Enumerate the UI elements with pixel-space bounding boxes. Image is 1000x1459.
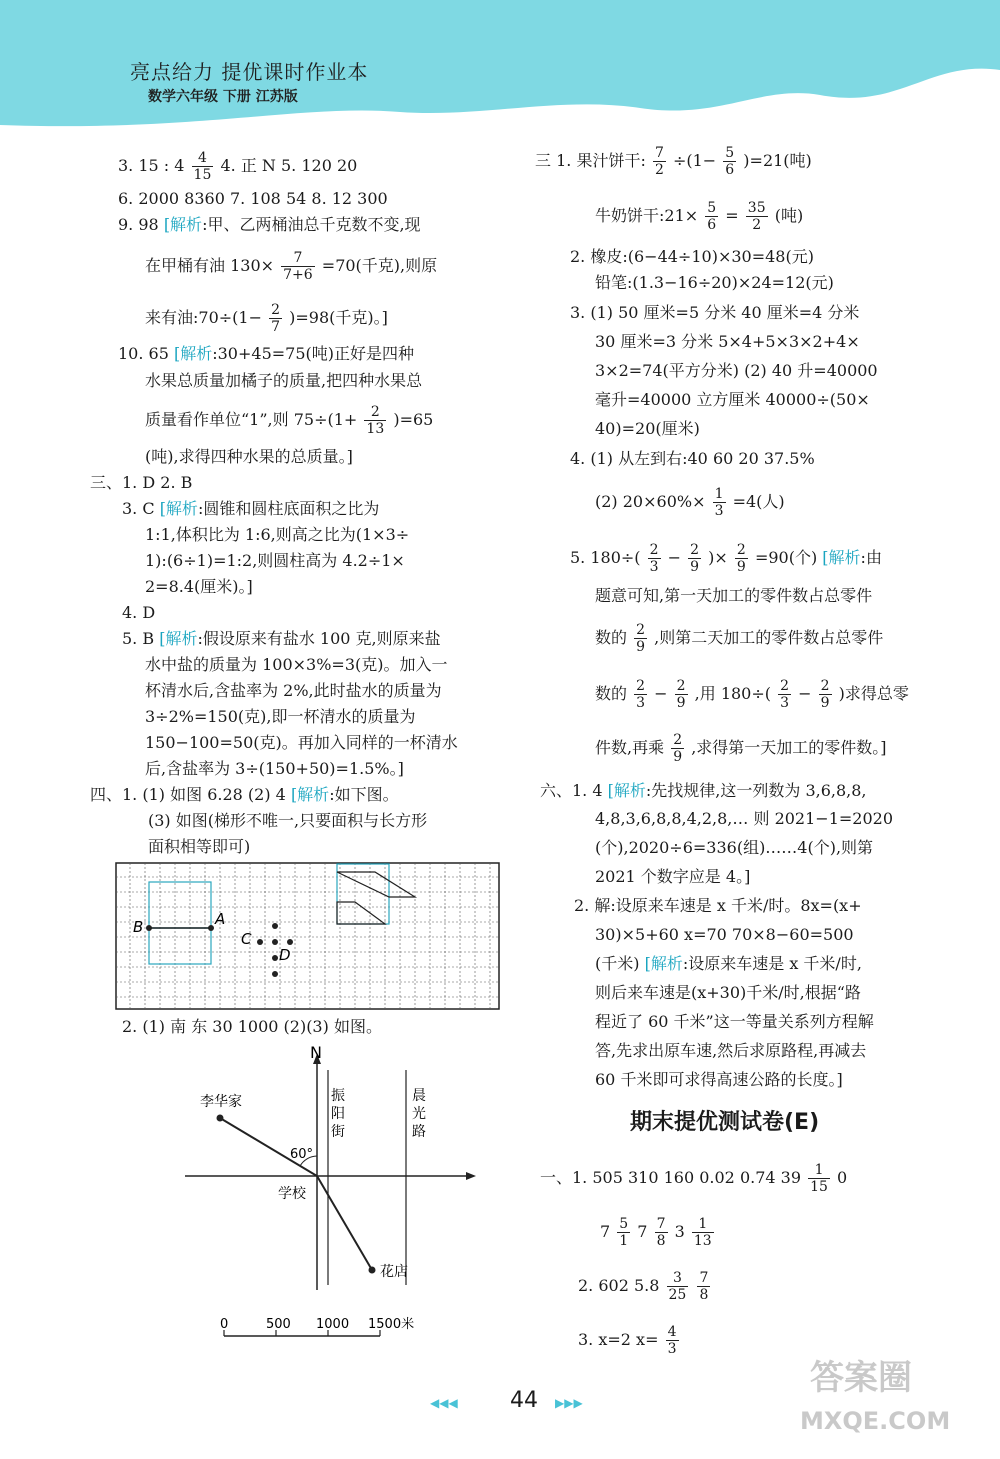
answer-line: 质量看作单位“1”,则 75÷(1+ $\frac{2}{13}$ )=65 <box>145 404 434 437</box>
answer-line: 30 厘米=3 分米 5×4+5×3×2+4× <box>595 332 860 351</box>
road-label: 路 <box>412 1124 426 1140</box>
book-subtitle: 数学六年级 下册 江苏版 <box>148 89 298 105</box>
road-label: 晨 <box>412 1088 426 1104</box>
scale-label: 0 <box>220 1317 229 1332</box>
answer-line: 4,8,3,6,8,8,4,2,8,… 则 2021−1=2020 <box>595 809 893 828</box>
point-label-a: A <box>215 910 226 928</box>
scale-label: 500 <box>266 1317 291 1332</box>
answer-line: 4. D <box>122 603 156 622</box>
answer-line: 3. x=2 x= $\frac{4}{3}$ <box>578 1324 677 1357</box>
answer-line: 2. 解:设原来车速是 x 千米/时。8x=(x+ <box>574 896 862 915</box>
answer-line: 5. 180÷( $\frac{2}{3}$ − $\frac{2}{9}$ )× $\frac{2}{9}$ =90(个) [解析:由 <box>570 542 882 575</box>
home-label: 李华家 <box>200 1094 242 1110</box>
scale-label: 1000 <box>316 1317 350 1332</box>
angle-label: 60° <box>290 1147 314 1162</box>
answer-line: 三 1. 果汁饼干: $\frac{7}{2}$ ÷(1− $\frac{5}{6}$ )=21(吨) <box>535 145 812 178</box>
answer-line: (个),2020÷6=336(组)……4(个),则第 <box>595 838 874 857</box>
north-label: N <box>310 1043 322 1062</box>
answer-line: 60 千米即可求得高速公路的长度。] <box>595 1070 843 1089</box>
school-label: 学校 <box>278 1186 306 1202</box>
answer-line: 题意可知,第一天加工的零件数占总零件 <box>595 586 873 605</box>
answer-line: 7 $\frac{5}{1}$ 7 $\frac{7}{8}$ 3 $\frac{1}{13}$ <box>600 1216 712 1249</box>
answer-line: 3. C [解析:圆锥和圆柱底面积之比为 <box>122 499 380 518</box>
svg-text:MXQE.COM: MXQE.COM <box>800 1407 951 1435</box>
answer-line: 后,含盐率为 3÷(150+50)=1.5%。] <box>145 759 404 778</box>
answer-line: (3) 如图(梯形不唯一,只要面积与长方形 <box>148 811 428 830</box>
book-title: 亮点给力 提优课时作业本 <box>130 60 369 84</box>
answer-line: 三、1. D 2. B <box>90 473 193 492</box>
answer-line: 铅笔:(1.3−16÷20)×24=12(元) <box>595 273 834 292</box>
answer-line: 数的 $\frac{2}{3}$ − $\frac{2}{9}$ ,用 180÷( $\frac{2}{3}$ − $\frac{2}{9}$ )求得总零 <box>595 678 909 711</box>
answer-line: 一、1. 505 310 160 0.02 0.74 39 $\frac{1}{15}$ 0 <box>540 1162 848 1195</box>
answer-line: 牛奶饼干:21× $\frac{5}{6}$ = $\frac{35}{2}$ (吨) <box>595 200 804 233</box>
answer-line: 杯清水后,含盐率为 2%,此时盐水的质量为 <box>145 681 442 700</box>
answer-line: 1):(6÷1)=1:2,则圆柱高为 4.2÷1× <box>145 551 405 570</box>
scale-label: 1500米 <box>368 1317 415 1332</box>
answer-line: 9. 98 [解析:甲、乙两桶油总千克数不变,现 <box>118 215 421 234</box>
answer-line: 则后来车速是(x+30)千米/时,根据“路 <box>595 983 861 1002</box>
answer-line: 件数,再乘 $\frac{2}{9}$ ,求得第一天加工的零件数。] <box>595 732 887 765</box>
answer-line: 6. 2000 8360 7. 108 54 8. 12 300 <box>118 189 388 208</box>
street-label: 街 <box>331 1124 345 1140</box>
answer-line: 2. (1) 南 东 30 1000 (2)(3) 如图。 <box>122 1017 382 1036</box>
point-label-d: D <box>279 946 291 964</box>
section-title: 期末提优测试卷(E) <box>630 1110 820 1135</box>
answer-line: 5. B [解析:假设原来有盐水 100 克,则原来盐 <box>122 629 441 648</box>
answer-line: 10. 65 [解析:30+45=75(吨)正好是四种 <box>118 344 415 363</box>
answer-line: 毫升=40000 立方厘米 40000÷(50× <box>595 390 870 409</box>
point-label-c: C <box>241 930 252 948</box>
answer-line: 1:1,体积比为 1:6,则高之比为(1×3÷ <box>145 525 410 544</box>
answer-line: 40)=20(厘米) <box>595 419 700 438</box>
answer-line: 150−100=50(克)。再加入同样的一杯清水 <box>145 733 458 752</box>
direction-map <box>180 1040 480 1340</box>
answer-line: 3÷2%=150(克),即一杯清水的质量为 <box>145 707 416 726</box>
answer-line: 2=8.4(厘米)。] <box>145 577 253 596</box>
answer-line: 2021 个数字应是 4。] <box>595 867 751 886</box>
answer-line: 程近了 60 千米”这一等量关系列方程解 <box>595 1012 874 1031</box>
watermark-logo <box>780 1341 980 1441</box>
answer-line: 3. (1) 50 厘米=5 分米 40 厘米=4 分米 <box>570 303 860 322</box>
answer-line: 4. (1) 从左到右:40 60 20 37.5% <box>570 449 815 468</box>
answer-line: 3. 15 : 4 $\frac{4}{15}$ 4. 正 N 5. 120 20 <box>118 150 358 183</box>
answer-line: 30)×5+60 x=70 70×8−60=500 <box>595 925 854 944</box>
left-arrows-icon: ◀◀◀ <box>430 1396 458 1410</box>
right-arrows-icon: ▶▶▶ <box>555 1396 583 1410</box>
answer-line: 水中盐的质量为 100×3%=3(克)。加入一 <box>145 655 448 674</box>
answer-line: 四、1. (1) 如图 6.28 (2) 4 [解析:如下图。 <box>90 785 399 804</box>
answer-line: 2. 602 5.8 $\frac{3}{25}$ $\frac{7}{8}$ <box>578 1270 709 1303</box>
page-number: 44 <box>510 1388 538 1413</box>
svg-text:答案圈: 答案圈 <box>810 1358 912 1398</box>
answer-line: 面积相等即可) <box>148 837 251 856</box>
answer-line: (吨),求得四种水果的总质量。] <box>145 447 353 466</box>
answer-line: 答,先求出原车速,然后求原路程,再减去 <box>595 1041 867 1060</box>
point-label-b: B <box>133 918 144 936</box>
fraction: $\frac{4}{15}$ <box>193 150 212 183</box>
shop-label: 花店 <box>380 1264 408 1280</box>
answer-line: (2) 20×60%× $\frac{1}{3}$ =4(人) <box>595 486 785 519</box>
answer-line: 来有油:70÷(1− $\frac{2}{7}$ )=98(千克)。] <box>145 302 388 335</box>
answer-line: 3×2=74(平方分米) (2) 40 升=40000 <box>595 361 878 380</box>
street-label: 振 <box>331 1088 345 1104</box>
answer-line: (千米) [解析:设原来车速是 x 千米/时, <box>595 954 862 973</box>
road-label: 光 <box>412 1106 426 1122</box>
answer-line: 水果总质量加橘子的质量,把四种水果总 <box>145 371 423 390</box>
street-label: 阳 <box>331 1106 345 1122</box>
grid-figure <box>115 862 500 1010</box>
answer-line: 六、1. 4 [解析:先找规律,这一列数为 3,6,8,8, <box>540 781 867 800</box>
answer-line: 数的 $\frac{2}{9}$ ,则第二天加工的零件数占总零件 <box>595 622 884 655</box>
answer-line: 在甲桶有油 130× $\frac{7}{7+6}$ =70(千克),则原 <box>145 250 438 283</box>
answer-line: 2. 橡皮:(6−44÷10)×30=48(元) <box>570 247 814 266</box>
